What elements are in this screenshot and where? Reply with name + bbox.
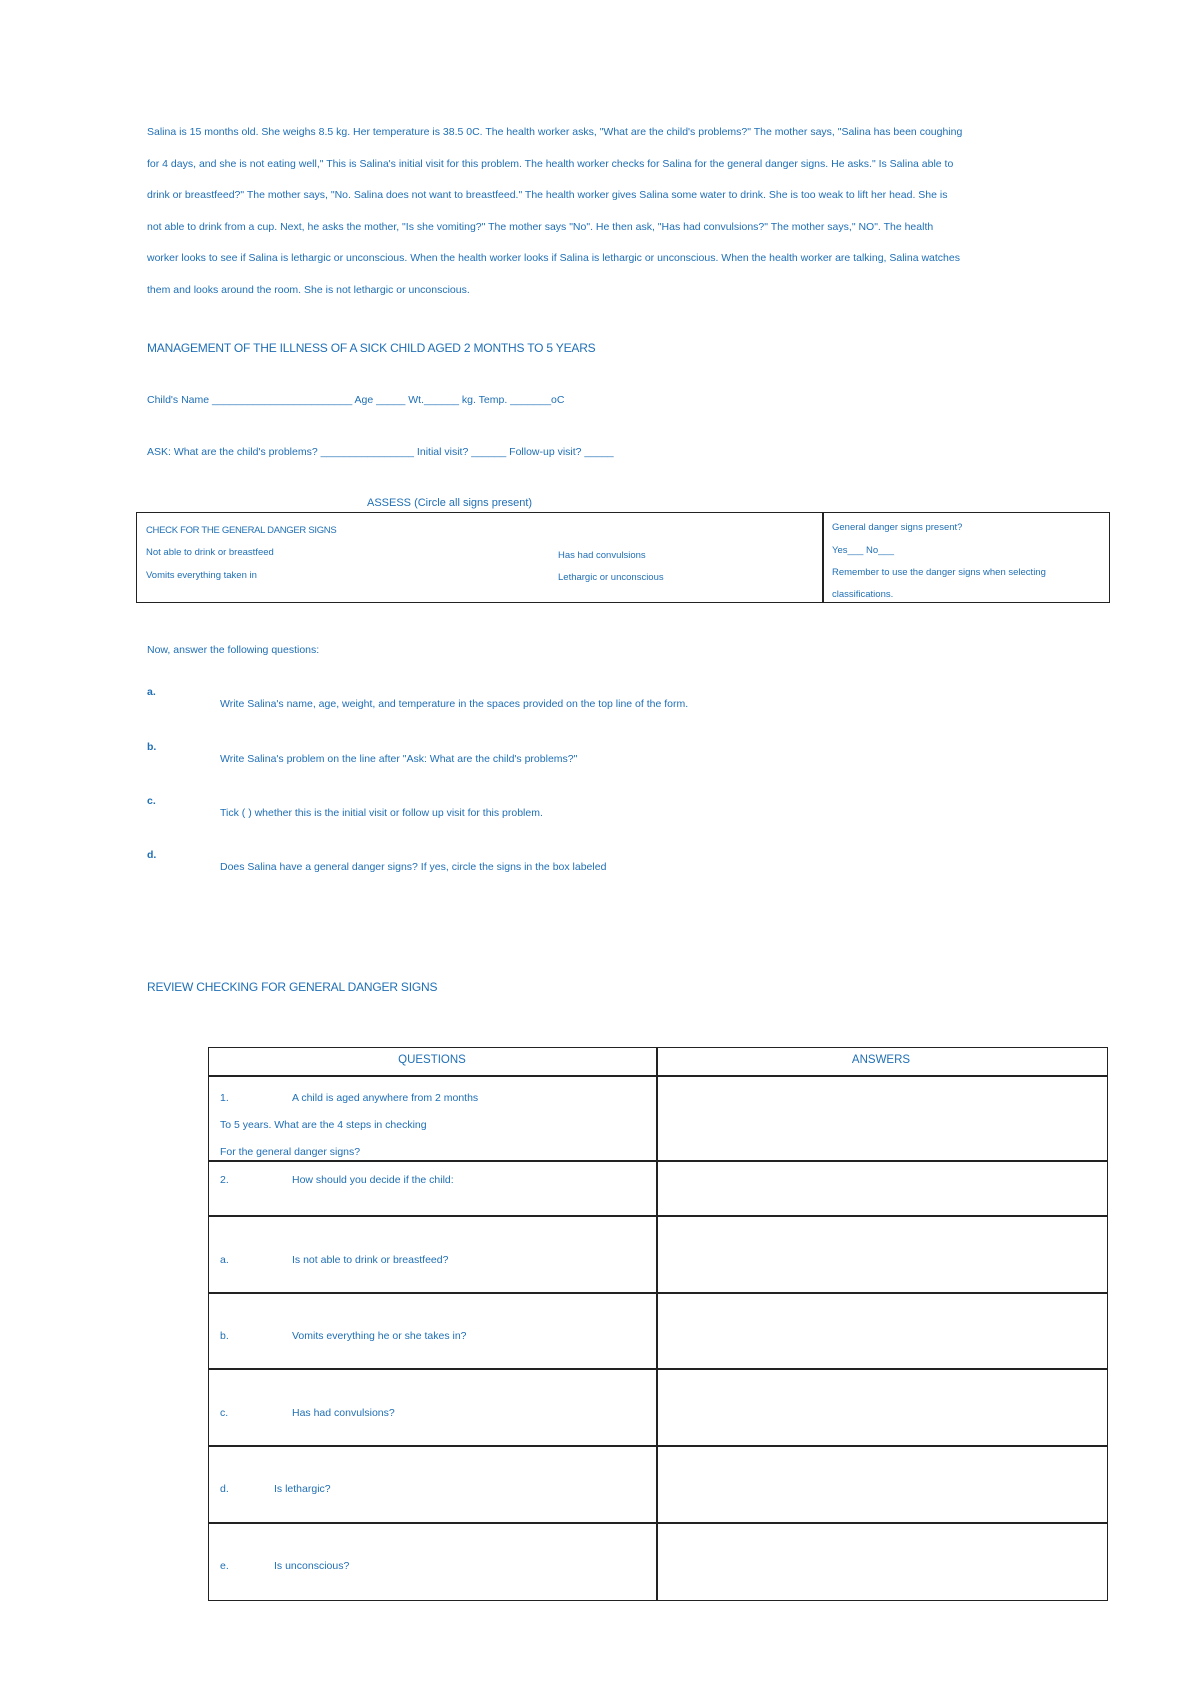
paragraph-line: worker looks to see if Salina is lethargic or unconscious. When the health worker looks if Salina is lethargic or unconscious. When the health worker are talking, Salina watches bbox=[147, 252, 960, 264]
row-question-text: Is not able to drink or breastfeed? bbox=[292, 1254, 449, 1266]
row-number: 1. bbox=[220, 1092, 229, 1104]
paragraph-line: Salina is 15 months old. She weighs 8.5 kg. Her temperature is 38.5 0C. The health worker asks, "What are the child's problems?" The mother says, "Salina has been coughing bbox=[147, 126, 963, 138]
review-title: REVIEW CHECKING FOR GENERAL DANGER SIGNS bbox=[147, 980, 438, 994]
row-question-text: Has had convulsions? bbox=[292, 1407, 395, 1419]
form-title: MANAGEMENT OF THE ILLNESS OF A SICK CHILD AGED 2 MONTHS TO 5 YEARS bbox=[147, 341, 596, 355]
answer-cell[interactable] bbox=[658, 1524, 1105, 1599]
question-letter: d. bbox=[147, 849, 157, 861]
question-text: Write Salina's problem on the line after "Ask: What are the child's problems?" bbox=[220, 753, 578, 765]
question-text: Tick ( ) whether this is the initial visit or follow up visit for this problem. bbox=[220, 807, 543, 819]
row-number: a. bbox=[220, 1254, 229, 1266]
remember-note-continued: classifications. bbox=[832, 589, 894, 600]
column-header-answers: ANSWERS bbox=[851, 1054, 911, 1066]
row-question-text: To 5 years. What are the 4 steps in checking bbox=[220, 1119, 427, 1131]
answer-cell[interactable] bbox=[658, 1162, 1105, 1214]
sign-vomits-everything[interactable]: Vomits everything taken in bbox=[146, 570, 257, 581]
box-divider bbox=[822, 512, 824, 603]
question-letter: a. bbox=[147, 686, 156, 698]
row-number: 2. bbox=[220, 1174, 229, 1186]
yes-no-field[interactable]: Yes___ No___ bbox=[832, 545, 894, 556]
sign-lethargic[interactable]: Lethargic or unconscious bbox=[558, 572, 664, 583]
question-letter: b. bbox=[147, 741, 157, 753]
sign-convulsions[interactable]: Has had convulsions bbox=[558, 550, 646, 561]
question-text: Does Salina have a general danger signs? If yes, circle the signs in the box labeled bbox=[220, 861, 607, 873]
answer-cell[interactable] bbox=[658, 1447, 1105, 1521]
answer-cell[interactable] bbox=[658, 1077, 1105, 1159]
answer-cell[interactable] bbox=[658, 1370, 1105, 1444]
sign-not-able-to-drink[interactable]: Not able to drink or breastfeed bbox=[146, 547, 274, 558]
answer-cell[interactable] bbox=[658, 1217, 1105, 1291]
row-number: d. bbox=[220, 1483, 229, 1495]
paragraph-line: not able to drink from a cup. Next, he asks the mother, "Is she vomiting?" The mother says "No". He then ask, "Has had convulsions?" The mother says," NO". The health bbox=[147, 221, 934, 233]
row-number: c. bbox=[220, 1407, 229, 1419]
danger-signs-present-question: General danger signs present? bbox=[832, 522, 963, 533]
check-danger-signs-title: CHECK FOR THE GENERAL DANGER SIGNS bbox=[146, 525, 337, 536]
answer-cell[interactable] bbox=[658, 1294, 1105, 1367]
remember-note: Remember to use the danger signs when selecting bbox=[832, 567, 1046, 578]
question-text: Write Salina's name, age, weight, and temperature in the spaces provided on the top line of the form. bbox=[220, 698, 689, 710]
column-header-questions: QUESTIONS bbox=[398, 1054, 466, 1066]
paragraph-line: them and looks around the room. She is not lethargic or unconscious. bbox=[147, 284, 470, 296]
paragraph-line: for 4 days, and she is not eating well," This is Salina's initial visit for this problem. The health worker checks for Salina for the general danger signs. He asks." Is Salina able to bbox=[147, 158, 954, 170]
row-question-text: A child is aged anywhere from 2 months bbox=[292, 1092, 479, 1104]
row-question-text: For the general danger signs? bbox=[220, 1146, 361, 1158]
ask-problems-line: ASK: What are the child's problems? ________________ Initial visit? ______ Follow-up visit? _____ bbox=[147, 446, 614, 458]
assess-title: ASSESS (Circle all signs present) bbox=[367, 497, 533, 509]
child-info-line: Child's Name ________________________ Age _____ Wt.______ kg. Temp. _______oC bbox=[147, 394, 565, 406]
row-question-text: Is lethargic? bbox=[274, 1483, 331, 1495]
row-question-text: How should you decide if the child: bbox=[292, 1174, 454, 1186]
question-letter: c. bbox=[147, 795, 156, 807]
questions-intro: Now, answer the following questions: bbox=[147, 644, 320, 656]
row-number: b. bbox=[220, 1330, 229, 1342]
row-question-text: Vomits everything he or she takes in? bbox=[292, 1330, 467, 1342]
paragraph-line: drink or breastfeed?" The mother says, "No. Salina does not want to breastfeed." The health worker gives Salina some water to drink. She is too weak to lift her head. She is bbox=[147, 189, 948, 201]
row-number: e. bbox=[220, 1560, 229, 1572]
row-question-text: Is unconscious? bbox=[274, 1560, 350, 1572]
